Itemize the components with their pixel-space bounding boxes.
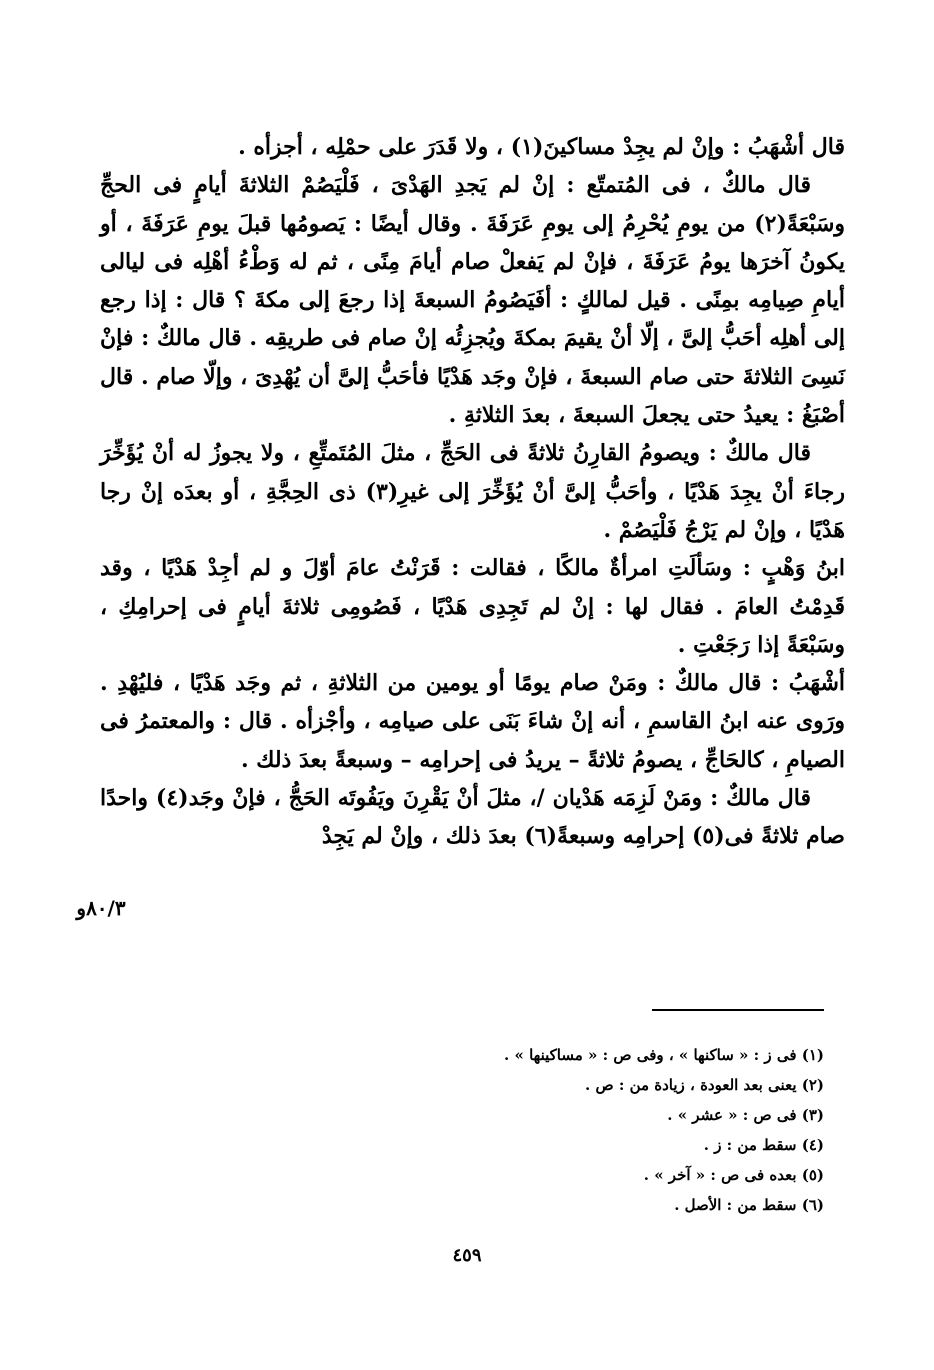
footnote-separator (652, 1009, 824, 1011)
manuscript-folio-reference: ٨٠/٣و (76, 896, 126, 920)
footnote-1: (١) فى ز : « ساكنها » ، وفى ص : « مساكينها » . (504, 1046, 824, 1064)
footnotes (300, 1040, 824, 1220)
footnote-4: (٤) سقط من : ز . (703, 1136, 824, 1154)
paragraph-4: ابنُ وَهْبٍ : وسَألَتِ امرأةٌ مالكًا ، فقالت : قَرَنْتُ عامَ أوّلَ و لم أجِدْ هَدْيًا ، وقد قَدِمْتُ العامَ . فقال لها : إنْ لم تَجِدِى هَدْيًا ، فَصُومِى ثلاثةَ أيامٍ فى إحرامِكِ ، وسَبْعَةً إذا رَجَعْتِ . (100, 555, 845, 658)
page-number: ٤٥٩ (452, 1245, 482, 1266)
paragraph-1: قال أشْهَبُ : وإنْ لم يجِدْ مساكينَ(١) ، ولا قَدَرَ على حمْلِه ، أجزأه . (238, 134, 845, 160)
footnote-5: (٥) بعده فى ص : « آخر » . (643, 1166, 824, 1184)
paragraph-5: أشْهَبُ : قال مالكٌ : ومَنْ صام يومًا أو يومين من الثلاثةِ ، ثم وجَد هَدْيًا ، فليُهْدِ . ورَوى عنه ابنُ القاسمِ ، أنه إنْ شاءَ بَنَى على صيامِه ، وأجْزأه . قال : والمعتمرُ فى الصيامِ ، كالحَاجِّ ، يصومُ ثلاثةً – يريدُ فى إحرامِه – وسبعةً بعدَ ذلك . (100, 670, 845, 773)
footnote-6: (٦) سقط من : الأصل . (674, 1196, 824, 1214)
main-text (100, 128, 845, 856)
paragraph-6: قال مالكٌ : ومَنْ لَزِمَه هَدْيان /، مثلَ أنْ يَقْرِنَ ويَفُوتَه الحَجُّ ، فإنْ وجَد(٤) واحدًا صام ثلاثةً فى(٥) إحرامِه وسبعةً(٦) بعدَ ذلك ، وإنْ لم يَجِدْ (100, 785, 845, 850)
paragraph-2: قال مالكٌ ، فى المُتمتّع : إنْ لم يَجدِ الهَدْىَ ، فَلْيَصُمْ الثلاثةَ أيامٍ فى الحجِّ وسَبْعَةً(٢) من يومِ يُحْرِمُ إلى يومِ عَرَفَةَ . وقال أيضًا : يَصومُها قبلَ يومِ عَرَفَةَ ، أو يكونُ آخرَها يومُ عَرَفَةَ ، فإنْ لم يَفعلْ صام أيامَ مِنًى ، ثم له وَطْءُ أهْلِه فى ليالى أيامِ صِيامِه بمِنًى . قيل لمالكٍ : أفَيَصُومُ السبعةَ إذا رجعَ إلى مكةَ ؟ قال : إذا رجع إلى أهلِه أحَبُّ إلىَّ ، إلّا أنْ يقيمَ بمكةَ ويُجزِئُه إنْ صام فى طريقِه . قال مالكٌ : فإنْ نَسِىَ الثلاثةَ حتى صام السبعةَ ، فإنْ وجَد هَدْيًا فأحَبُّ إلىَّ أن يُهْدِىَ ، وإلّا صام . قال أصْبَغُ : يعيدُ حتى يجعلَ السبعةَ ، بعدَ الثلاثةِ . (100, 172, 846, 429)
paragraph-3: قال مالكٌ : ويصومُ القارِنُ ثلاثةً فى الحَجِّ ، مثلَ المُتَمتِّعِ ، ولا يجوزُ له أنْ يُؤَخِّرَ رجاءَ أنْ يجِدَ هَدْيًا ، وأحَبُّ إلىَّ أنْ يُؤَخِّرَ إلى غيرِ(٣) ذى الحِجَّةِ ، أو بعدَه إنْ رجا هَدْيًا ، وإنْ لم يَرْجُ فَلْيَصُمْ . (100, 440, 845, 543)
footnote-2: (٢) يعنى بعد العودة ، زيادة من : ص . (585, 1076, 824, 1094)
footnote-3: (٣) فى ص : « عشر » . (667, 1106, 824, 1124)
